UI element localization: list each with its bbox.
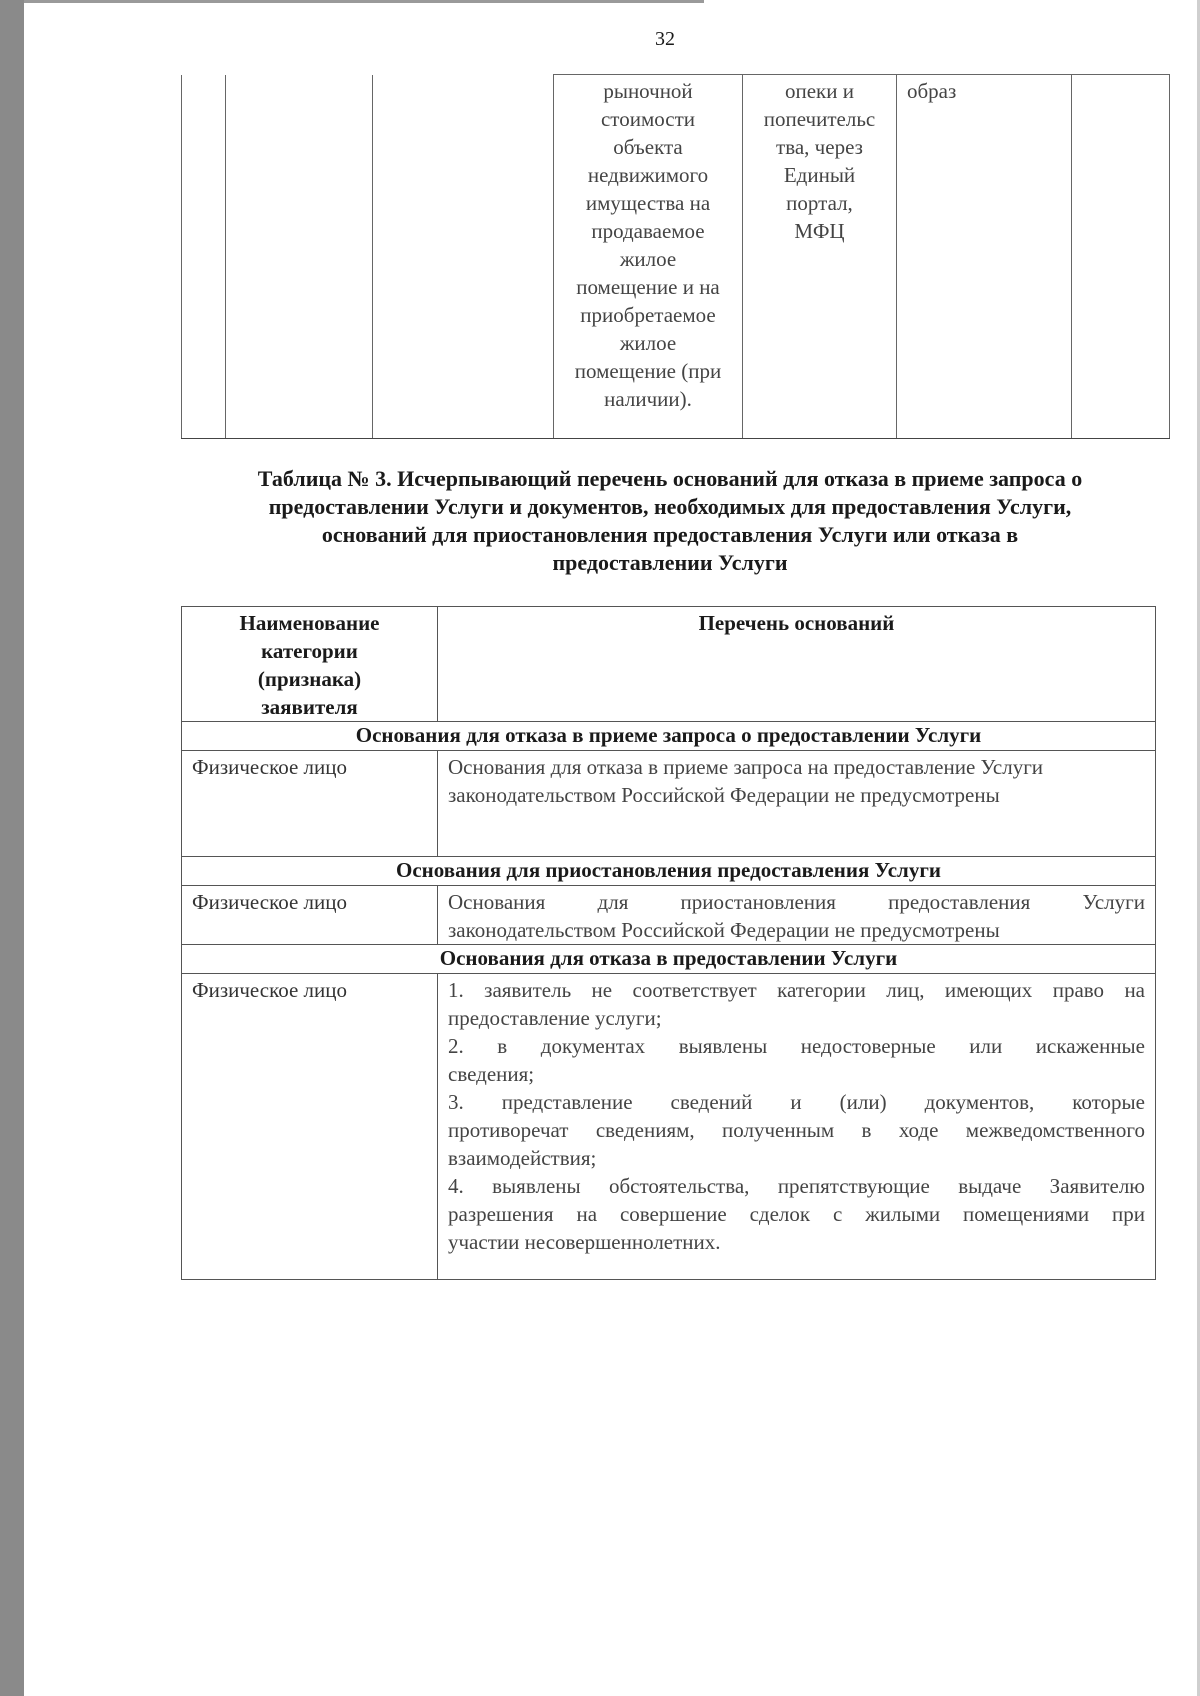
reason-line: Основания для приостановления предоставления Услуги xyxy=(448,890,1145,914)
section-title-row xyxy=(182,722,1156,751)
reason-item xyxy=(448,1172,1145,1256)
cont-line: попечительс xyxy=(763,107,876,131)
reason-line: Основания для отказа в приеме запроса на предоставление Услуги xyxy=(448,755,1044,779)
reason-line: законодательством Российской Федерации не предусмотрены xyxy=(448,783,1000,807)
cont-line: тва, через xyxy=(776,135,863,159)
cont-line: образ xyxy=(907,79,957,103)
cont-line: опеки и xyxy=(785,79,854,103)
category-cell: Физическое лицо xyxy=(182,886,438,945)
continuation-table xyxy=(181,74,1170,439)
section-title-row xyxy=(182,857,1156,886)
cont-line: стоимости xyxy=(600,107,695,131)
cont-line: МФЦ xyxy=(794,219,845,243)
cont-cell-3 xyxy=(373,75,554,439)
cont-line: Единый xyxy=(783,163,856,187)
section-title: Основания для отказа в приеме запроса о предоставлении Услуги xyxy=(182,722,1156,751)
reason-line: участии несовершеннолетних. xyxy=(448,1230,721,1254)
cont-cell-market-value xyxy=(554,75,743,439)
reason-line: законодательством Российской Федерации не предусмотрены xyxy=(448,918,1000,942)
reason-line: 4. выявлены обстоятельства, препятствующие выдаче Заявителю xyxy=(448,1174,1145,1198)
reason-cell xyxy=(438,886,1156,945)
reason-cell xyxy=(438,974,1156,1280)
header-category-line: Наименование xyxy=(239,611,380,635)
category-cell: Физическое лицо xyxy=(182,974,438,1280)
table-row xyxy=(182,751,1156,857)
reason-cell xyxy=(438,751,1156,857)
grounds-table xyxy=(181,606,1156,1280)
cont-line: помещение (при xyxy=(574,359,722,383)
cont-line: портал, xyxy=(786,191,853,215)
table3-title-line: предоставлении Услуги xyxy=(552,550,788,575)
reason-line: разрешения на совершение сделок с жилыми помещениями при xyxy=(448,1202,1145,1226)
cont-line: жилое xyxy=(619,247,677,271)
cont-cell-guardianship xyxy=(743,75,897,439)
header-category-line: (признака) xyxy=(257,667,362,691)
reason-line: противоречат сведениям, полученным в ходе межведомственного xyxy=(448,1118,1145,1142)
cont-cell-2 xyxy=(226,75,373,439)
cont-line: наличии). xyxy=(604,387,692,411)
cont-cell-1 xyxy=(182,75,226,439)
cont-cell-sample xyxy=(897,75,1072,439)
table-row xyxy=(182,974,1156,1280)
section-title-row xyxy=(182,945,1156,974)
cont-line: помещение и на xyxy=(576,275,720,299)
header-grounds-text: Перечень оснований xyxy=(698,611,895,635)
reason-line: 3. представление сведений и (или) документов, которые xyxy=(448,1090,1145,1114)
reason-item xyxy=(448,976,1145,1032)
section-title: Основания для отказа в предоставлении Услуги xyxy=(182,945,1156,974)
section-title: Основания для приостановления предоставления Услуги xyxy=(182,857,1156,886)
header-category-line: заявителя xyxy=(261,695,358,719)
header-category xyxy=(182,607,438,722)
cont-line: имущества на xyxy=(585,191,711,215)
table-header-row xyxy=(182,607,1156,722)
table3-title-line: предоставлении Услуги и документов, необходимых для предоставления Услуги, xyxy=(268,494,1072,519)
header-category-line: категории xyxy=(261,639,358,663)
cont-line: недвижимого xyxy=(587,163,709,187)
reason-item xyxy=(448,1032,1145,1088)
cont-line: продаваемое xyxy=(591,219,705,243)
table3-title-line: оснований для приостановления предоставления Услуги или отказа в xyxy=(321,522,1019,547)
cont-cell-last xyxy=(1072,75,1170,439)
header-grounds xyxy=(438,607,1156,722)
reason-line: взаимодействия; xyxy=(448,1146,597,1170)
reason-item xyxy=(448,1088,1145,1172)
reason-line: 1. заявитель не соответствует категории лиц, имеющих право на xyxy=(448,978,1145,1002)
page-number xyxy=(0,28,1200,51)
cont-line: объекта xyxy=(613,135,683,159)
cont-line: рыночной xyxy=(603,79,693,103)
page-number-text: 32 xyxy=(655,28,675,50)
reason-line: предоставление услуги; xyxy=(448,1006,662,1030)
scan-edge-left xyxy=(0,0,24,1696)
table-row xyxy=(182,886,1156,945)
table3-title xyxy=(190,465,1150,577)
cont-line: жилое xyxy=(619,331,677,355)
scan-edge-top xyxy=(24,0,704,3)
reason-line: сведения; xyxy=(448,1062,535,1086)
cont-line: приобретаемое xyxy=(580,303,716,327)
category-cell: Физическое лицо xyxy=(182,751,438,857)
table3-title-line: Таблица № 3. Исчерпывающий перечень оснований для отказа в приеме запроса о xyxy=(257,466,1083,491)
reason-line: 2. в документах выявлены недостоверные или искаженные xyxy=(448,1034,1145,1058)
